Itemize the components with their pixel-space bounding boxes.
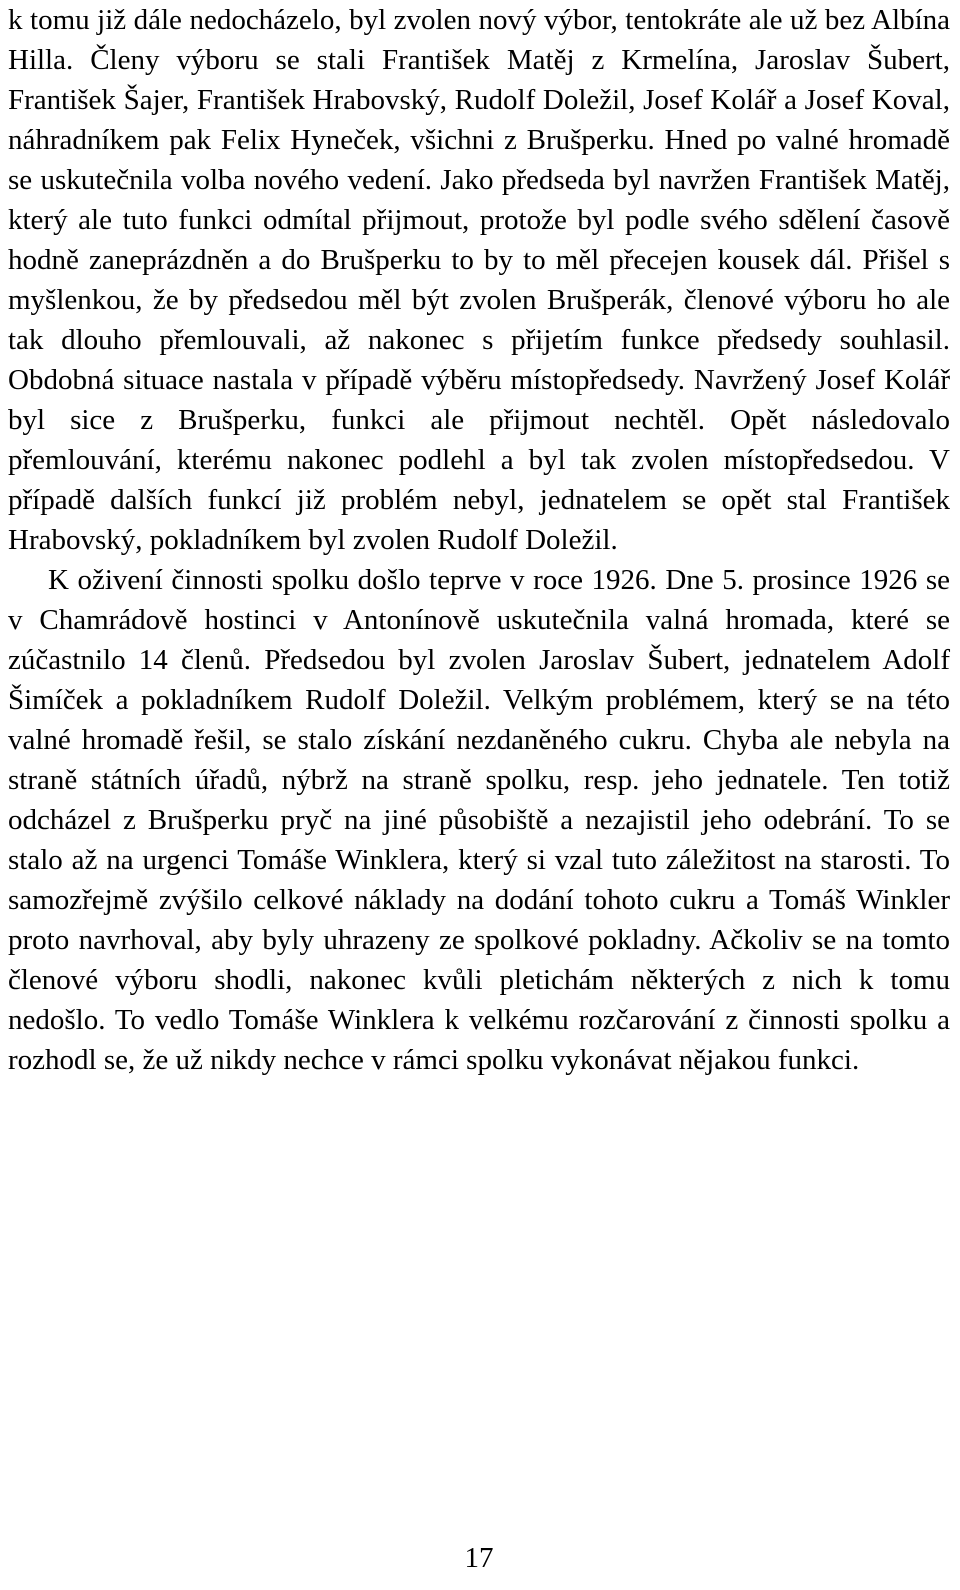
document-page	[8, 0, 950, 1590]
paragraph-1: k tomu již dále nedocházelo, byl zvolen nový výbor, tentokráte ale už bez Albína Hilla. Členy výboru se stali František Matěj z Krmelína, Jaroslav Šubert, František Šajer, František Hrabovský, Rudolf Doležil, Josef Kolář a Josef Koval, náhradníkem pak Felix Hyneček, všichni z Brušperku. Hned po valné hromadě se uskutečnila volba nového vedení. Jako předseda byl navržen František Matěj, který ale tuto funkci odmítal přijmout, protože byl podle svého sdělení časově hodně zaneprázdněn a do Brušperku to by to měl přecejen kousek dál. Přišel s myšlenkou, že by předsedou měl být zvolen Brušperák, členové výboru ho ale tak dlouho přemlouvali, až nakonec s přijetím funkce předsedy souhlasil. Obdobná situace nastala v případě výběru místopředsedy. Navržený Josef Kolář byl sice z Brušperku, funkci ale přijmout nechtěl. Opět následovalo přemlouvání, kterému nakonec podlehl a byl tak zvolen místopředsedou. V případě dalších funkcí již problém nebyl, jednatelem se opět stal František Hrabovský, pokladníkem byl zvolen Rudolf Doležil.	[8, 4, 950, 556]
page-number: 17	[464, 1542, 494, 1574]
body-text	[8, 0, 950, 1080]
paragraph-2: K oživení činnosti spolku došlo teprve v roce 1926. Dne 5. prosince 1926 se v Chamrádově hostinci v Antonínově uskutečnila valná hromada, které se zúčastnilo 14 členů. Předsedou byl zvolen Jaroslav Šubert, jednatelem Adolf Šimíček a pokladníkem Rudolf Doležil. Velkým problémem, který se na této valné hromadě řešil, se stalo získání nezdaněného cukru. Chyba ale nebyla na straně státních úřadů, nýbrž na straně spolku, resp. jeho jednatele. Ten totiž odcházel z Brušperku pryč na jiné působiště a nezajistil jeho odebrání. To se stalo až na urgenci Tomáše Winklera, který si vzal tuto záležitost na starosti. To samozřejmě zvýšilo celkové náklady na dodání tohoto cukru a Tomáš Winkler proto navrhoval, aby byly uhrazeny ze spolkové pokladny. Ačkoliv se na tomto členové výboru shodli, nakonec kvůli pletichám některých z nich k tomu nedošlo. To vedlo Tomáše Winklera k velkému rozčarování z činnosti spolku a rozhodl se, že už nikdy nechce v rámci spolku vykonávat nějakou funkci.	[8, 564, 950, 1076]
